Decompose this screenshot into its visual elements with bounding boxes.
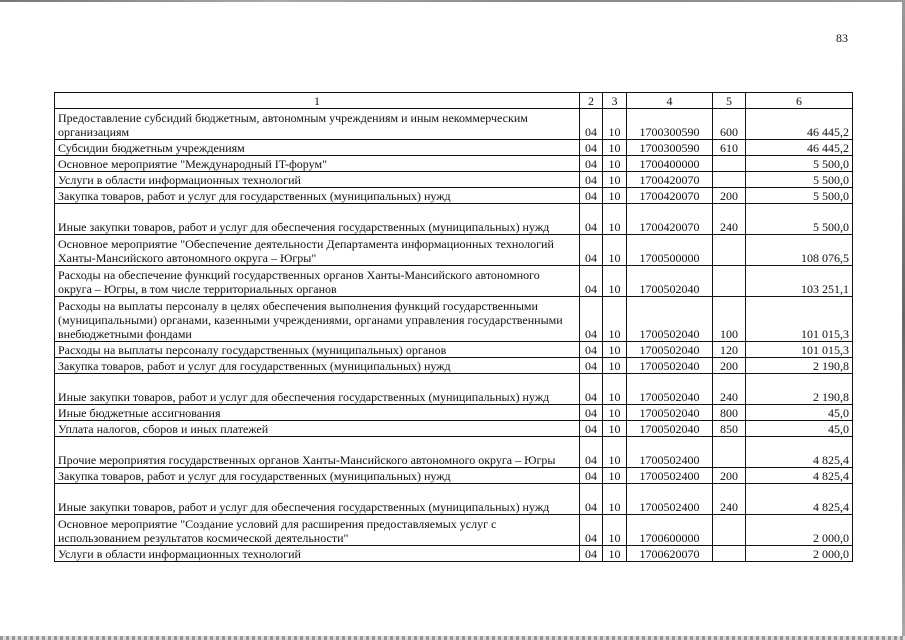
table-row — [55, 515, 853, 546]
row-target-code-cell: 1700300590 — [627, 109, 713, 140]
row-section-cell: 04 — [580, 188, 603, 204]
row-expense-type-cell: 600 — [713, 109, 746, 140]
row-name-cell: Закупка товаров, работ и услуг для государственных (муниципальных) нужд — [55, 188, 580, 204]
table-row — [55, 421, 853, 437]
table-row — [55, 484, 853, 515]
row-name-cell: Основное мероприятие "Международный IT-форум" — [55, 156, 580, 172]
row-amount-cell: 101 015,3 — [746, 342, 853, 358]
table-row — [55, 405, 853, 421]
row-target-code-cell: 1700420070 — [627, 172, 713, 188]
row-name-cell: Уплата налогов, сборов и иных платежей — [55, 421, 580, 437]
row-amount-cell: 45,0 — [746, 405, 853, 421]
row-target-code-cell: 1700502040 — [627, 358, 713, 374]
header-col-3: 3 — [603, 93, 627, 109]
row-name-cell: Иные закупки товаров, работ и услуг для обеспечения государственных (муниципальных) нужд — [55, 484, 580, 515]
row-expense-type-cell: 610 — [713, 140, 746, 156]
table-row — [55, 358, 853, 374]
row-amount-cell: 2 000,0 — [746, 515, 853, 546]
header-col-1: 1 — [55, 93, 580, 109]
row-section-cell: 04 — [580, 266, 603, 297]
row-section-cell: 04 — [580, 297, 603, 342]
row-section-cell: 04 — [580, 235, 603, 266]
row-subsection-cell: 10 — [603, 342, 627, 358]
row-section-cell: 04 — [580, 172, 603, 188]
table-row — [55, 140, 853, 156]
row-target-code-cell: 1700400000 — [627, 156, 713, 172]
row-amount-cell: 45,0 — [746, 421, 853, 437]
row-subsection-cell: 10 — [603, 156, 627, 172]
row-name-cell: Основное мероприятие "Обеспечение деятельности Департамента информационных технологий Ханты-Мансийского автономного округа – Югры" — [55, 235, 580, 266]
row-expense-type-cell — [713, 156, 746, 172]
row-name-cell: Услуги в области информационных технологий — [55, 546, 580, 562]
row-amount-cell: 5 500,0 — [746, 204, 853, 235]
row-name-cell: Услуги в области информационных технологий — [55, 172, 580, 188]
row-expense-type-cell — [713, 515, 746, 546]
row-subsection-cell: 10 — [603, 266, 627, 297]
row-target-code-cell: 1700502040 — [627, 342, 713, 358]
row-subsection-cell: 10 — [603, 374, 627, 405]
row-section-cell: 04 — [580, 421, 603, 437]
scan-edge-bottom — [0, 636, 905, 640]
header-col-6: 6 — [746, 93, 853, 109]
row-target-code-cell: 1700502400 — [627, 484, 713, 515]
table-header-row — [55, 93, 853, 109]
row-amount-cell: 46 445,2 — [746, 140, 853, 156]
row-amount-cell: 5 500,0 — [746, 156, 853, 172]
row-amount-cell: 46 445,2 — [746, 109, 853, 140]
row-section-cell: 04 — [580, 484, 603, 515]
row-target-code-cell: 1700502040 — [627, 374, 713, 405]
row-expense-type-cell — [713, 235, 746, 266]
row-name-cell: Предоставление субсидий бюджетным, автономным учреждениям и иным некоммерческим организациям — [55, 109, 580, 140]
row-target-code-cell: 1700600000 — [627, 515, 713, 546]
row-section-cell: 04 — [580, 156, 603, 172]
row-name-cell: Расходы на выплаты персоналу государственных (муниципальных) органов — [55, 342, 580, 358]
row-subsection-cell: 10 — [603, 437, 627, 468]
row-amount-cell: 103 251,1 — [746, 266, 853, 297]
row-amount-cell: 4 825,4 — [746, 484, 853, 515]
row-subsection-cell: 10 — [603, 297, 627, 342]
row-name-cell: Закупка товаров, работ и услуг для государственных (муниципальных) нужд — [55, 468, 580, 484]
row-expense-type-cell: 240 — [713, 374, 746, 405]
row-amount-cell: 2 190,8 — [746, 374, 853, 405]
row-amount-cell: 5 500,0 — [746, 188, 853, 204]
header-col-5: 5 — [713, 93, 746, 109]
row-name-cell: Иные закупки товаров, работ и услуг для обеспечения государственных (муниципальных) нужд — [55, 204, 580, 235]
row-expense-type-cell: 200 — [713, 468, 746, 484]
row-subsection-cell: 10 — [603, 109, 627, 140]
row-subsection-cell: 10 — [603, 172, 627, 188]
row-section-cell: 04 — [580, 546, 603, 562]
row-name-cell: Субсидии бюджетным учреждениям — [55, 140, 580, 156]
row-section-cell: 04 — [580, 405, 603, 421]
table-row — [55, 546, 853, 562]
row-subsection-cell: 10 — [603, 358, 627, 374]
table-row — [55, 468, 853, 484]
budget-table — [54, 92, 853, 562]
row-expense-type-cell: 120 — [713, 342, 746, 358]
row-section-cell: 04 — [580, 358, 603, 374]
row-subsection-cell: 10 — [603, 204, 627, 235]
row-section-cell: 04 — [580, 109, 603, 140]
table-body — [55, 109, 853, 562]
row-target-code-cell: 1700502040 — [627, 297, 713, 342]
row-amount-cell: 4 825,4 — [746, 468, 853, 484]
table-row — [55, 437, 853, 468]
row-amount-cell: 4 825,4 — [746, 437, 853, 468]
row-subsection-cell: 10 — [603, 421, 627, 437]
row-name-cell: Расходы на выплаты персоналу в целях обеспечения выполнения функций государственными (муниципальными) органами, казенными учреждениями, органами управления государственными внебюджетными фондами — [55, 297, 580, 342]
row-target-code-cell: 1700420070 — [627, 204, 713, 235]
row-target-code-cell: 1700420070 — [627, 188, 713, 204]
row-subsection-cell: 10 — [603, 546, 627, 562]
row-amount-cell: 2 190,8 — [746, 358, 853, 374]
row-amount-cell: 5 500,0 — [746, 172, 853, 188]
row-target-code-cell: 1700502040 — [627, 405, 713, 421]
row-subsection-cell: 10 — [603, 188, 627, 204]
row-section-cell: 04 — [580, 140, 603, 156]
row-target-code-cell: 1700502400 — [627, 437, 713, 468]
row-subsection-cell: 10 — [603, 468, 627, 484]
row-target-code-cell: 1700500000 — [627, 235, 713, 266]
page-number: 83 — [836, 31, 848, 45]
row-target-code-cell: 1700300590 — [627, 140, 713, 156]
table-row — [55, 297, 853, 342]
table-row — [55, 204, 853, 235]
row-expense-type-cell — [713, 172, 746, 188]
row-section-cell: 04 — [580, 515, 603, 546]
table-row — [55, 266, 853, 297]
row-section-cell: 04 — [580, 437, 603, 468]
row-subsection-cell: 10 — [603, 235, 627, 266]
table-row — [55, 374, 853, 405]
row-expense-type-cell: 100 — [713, 297, 746, 342]
table-row — [55, 342, 853, 358]
row-section-cell: 04 — [580, 374, 603, 405]
row-amount-cell: 2 000,0 — [746, 546, 853, 562]
table-row — [55, 188, 853, 204]
row-expense-type-cell — [713, 546, 746, 562]
row-target-code-cell: 1700502040 — [627, 266, 713, 297]
row-expense-type-cell — [713, 266, 746, 297]
table-row — [55, 235, 853, 266]
header-col-2: 2 — [580, 93, 603, 109]
scan-edge-top — [0, 0, 905, 2]
row-subsection-cell: 10 — [603, 140, 627, 156]
row-section-cell: 04 — [580, 204, 603, 235]
table-row — [55, 172, 853, 188]
row-name-cell: Закупка товаров, работ и услуг для государственных (муниципальных) нужд — [55, 358, 580, 374]
row-expense-type-cell — [713, 437, 746, 468]
row-name-cell: Иные закупки товаров, работ и услуг для обеспечения государственных (муниципальных) нужд — [55, 374, 580, 405]
row-expense-type-cell: 240 — [713, 204, 746, 235]
row-target-code-cell: 1700502400 — [627, 468, 713, 484]
row-section-cell: 04 — [580, 342, 603, 358]
row-expense-type-cell: 240 — [713, 484, 746, 515]
row-name-cell: Расходы на обеспечение функций государственных органов Ханты-Мансийского автономного округа – Югры, в том числе территориальных органов — [55, 266, 580, 297]
row-subsection-cell: 10 — [603, 484, 627, 515]
row-expense-type-cell: 850 — [713, 421, 746, 437]
header-col-4: 4 — [627, 93, 713, 109]
row-amount-cell: 101 015,3 — [746, 297, 853, 342]
row-subsection-cell: 10 — [603, 515, 627, 546]
row-expense-type-cell: 800 — [713, 405, 746, 421]
row-amount-cell: 108 076,5 — [746, 235, 853, 266]
table-row — [55, 109, 853, 140]
row-target-code-cell: 1700502040 — [627, 421, 713, 437]
row-name-cell: Прочие мероприятия государственных органов Ханты-Мансийского автономного округа – Югры — [55, 437, 580, 468]
row-expense-type-cell: 200 — [713, 358, 746, 374]
row-name-cell: Иные бюджетные ассигнования — [55, 405, 580, 421]
table-row — [55, 156, 853, 172]
row-section-cell: 04 — [580, 468, 603, 484]
row-expense-type-cell: 200 — [713, 188, 746, 204]
row-target-code-cell: 1700620070 — [627, 546, 713, 562]
row-subsection-cell: 10 — [603, 405, 627, 421]
row-name-cell: Основное мероприятие "Создание условий для расширения предоставляемых услуг с использованием результатов космической деятельности" — [55, 515, 580, 546]
